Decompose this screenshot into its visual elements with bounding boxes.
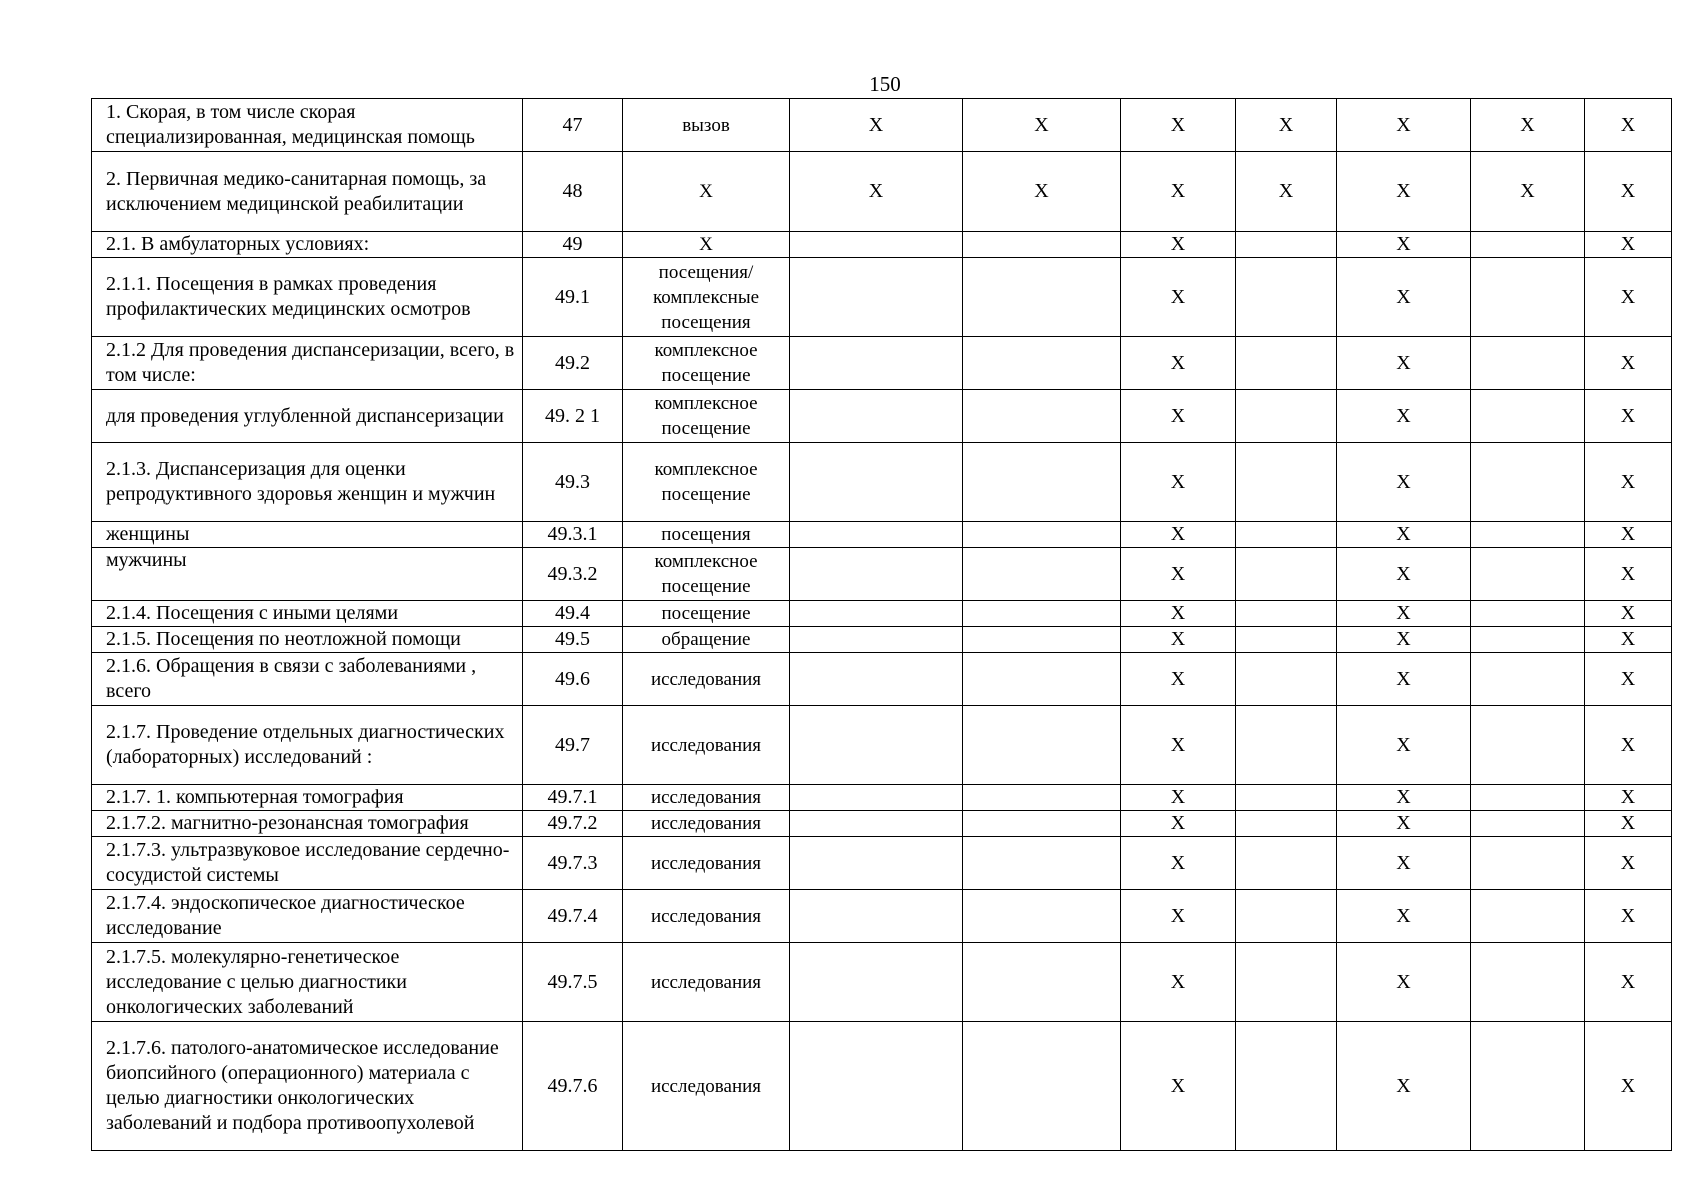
- col-4-cell: [790, 337, 963, 390]
- col-9-cell: [1471, 443, 1585, 522]
- col-10-cell: X: [1585, 258, 1672, 337]
- col-9-cell: X: [1471, 152, 1585, 232]
- col-6-cell: X: [1121, 152, 1236, 232]
- row-code-cell: 49.7.5: [523, 943, 623, 1022]
- table-body: [92, 99, 1672, 1151]
- col-8-cell: X: [1337, 943, 1471, 1022]
- col-4-cell: [790, 1022, 963, 1151]
- table-row: [92, 653, 1672, 706]
- row-name-cell: 2.1.6. Обращения в связи с заболеваниями , всего: [92, 653, 523, 706]
- col-10-cell: X: [1585, 337, 1672, 390]
- table-row: [92, 337, 1672, 390]
- col-7-cell: [1236, 1022, 1337, 1151]
- col-9-cell: [1471, 601, 1585, 627]
- table-row: [92, 943, 1672, 1022]
- row-code-cell: 49. 2 1: [523, 390, 623, 443]
- col-10-cell: X: [1585, 152, 1672, 232]
- table-row: [92, 522, 1672, 548]
- table-row: [92, 785, 1672, 811]
- col-8-cell: X: [1337, 837, 1471, 890]
- col-10-cell: X: [1585, 837, 1672, 890]
- col-5-cell: [963, 337, 1121, 390]
- unit-cell: исследования: [623, 890, 790, 943]
- unit-cell: комплексное посещение: [623, 337, 790, 390]
- col-4-cell: [790, 232, 963, 258]
- col-6-cell: X: [1121, 890, 1236, 943]
- row-code-cell: 49.3.2: [523, 548, 623, 601]
- row-name-cell: 2.1.7.3. ультразвуковое исследование сердечно-сосудистой системы: [92, 837, 523, 890]
- col-10-cell: X: [1585, 706, 1672, 785]
- col-7-cell: [1236, 548, 1337, 601]
- col-4-cell: [790, 890, 963, 943]
- col-5-cell: [963, 443, 1121, 522]
- row-name-cell: 2.1.7.5. молекулярно-генетическое исследование с целью диагностики онкологических заболеваний: [92, 943, 523, 1022]
- row-code-cell: 49.4: [523, 601, 623, 627]
- col-6-cell: X: [1121, 258, 1236, 337]
- col-10-cell: X: [1585, 627, 1672, 653]
- col-9-cell: [1471, 390, 1585, 443]
- col-10-cell: X: [1585, 548, 1672, 601]
- table-row: [92, 232, 1672, 258]
- table-row: [92, 706, 1672, 785]
- col-8-cell: X: [1337, 390, 1471, 443]
- col-9-cell: [1471, 522, 1585, 548]
- row-name-cell: мужчины: [92, 548, 523, 601]
- row-code-cell: 49.2: [523, 337, 623, 390]
- col-4-cell: X: [790, 152, 963, 232]
- table-row: [92, 890, 1672, 943]
- col-8-cell: X: [1337, 548, 1471, 601]
- row-name-cell: 2.1.5. Посещения по неотложной помощи: [92, 627, 523, 653]
- row-name-cell: 2.1.7.2. магнитно-резонансная томография: [92, 811, 523, 837]
- row-name-cell: 2. Первичная медико-санитарная помощь, за исключением медицинской реабилитации: [92, 152, 523, 232]
- row-name-cell: 2.1.7. Проведение отдельных диагностических (лабораторных) исследований :: [92, 706, 523, 785]
- col-6-cell: X: [1121, 706, 1236, 785]
- unit-cell: комплексное посещение: [623, 390, 790, 443]
- row-code-cell: 49.7.3: [523, 837, 623, 890]
- col-7-cell: X: [1236, 99, 1337, 152]
- col-8-cell: X: [1337, 99, 1471, 152]
- col-9-cell: [1471, 811, 1585, 837]
- row-code-cell: 49: [523, 232, 623, 258]
- col-10-cell: X: [1585, 443, 1672, 522]
- unit-cell: посещения: [623, 522, 790, 548]
- col-7-cell: [1236, 943, 1337, 1022]
- col-4-cell: [790, 811, 963, 837]
- row-code-cell: 49.5: [523, 627, 623, 653]
- row-code-cell: 48: [523, 152, 623, 232]
- table-row: [92, 258, 1672, 337]
- col-6-cell: X: [1121, 443, 1236, 522]
- col-4-cell: [790, 522, 963, 548]
- col-6-cell: X: [1121, 785, 1236, 811]
- col-9-cell: X: [1471, 99, 1585, 152]
- col-5-cell: [963, 811, 1121, 837]
- col-7-cell: [1236, 337, 1337, 390]
- col-6-cell: X: [1121, 627, 1236, 653]
- col-4-cell: [790, 390, 963, 443]
- unit-cell: X: [623, 232, 790, 258]
- col-10-cell: X: [1585, 943, 1672, 1022]
- col-5-cell: [963, 706, 1121, 785]
- unit-cell: обращение: [623, 627, 790, 653]
- col-8-cell: X: [1337, 232, 1471, 258]
- col-7-cell: [1236, 811, 1337, 837]
- table-row: [92, 99, 1672, 152]
- unit-cell: вызов: [623, 99, 790, 152]
- unit-cell: посещения/ комплексные посещения: [623, 258, 790, 337]
- col-5-cell: [963, 943, 1121, 1022]
- col-9-cell: [1471, 943, 1585, 1022]
- table-row: [92, 152, 1672, 232]
- col-8-cell: X: [1337, 653, 1471, 706]
- row-name-cell: 2.1.7. 1. компьютерная томография: [92, 785, 523, 811]
- col-5-cell: [963, 653, 1121, 706]
- row-code-cell: 49.6: [523, 653, 623, 706]
- col-4-cell: [790, 258, 963, 337]
- row-code-cell: 49.7: [523, 706, 623, 785]
- col-6-cell: X: [1121, 1022, 1236, 1151]
- row-code-cell: 49.7.2: [523, 811, 623, 837]
- col-6-cell: X: [1121, 653, 1236, 706]
- col-9-cell: [1471, 890, 1585, 943]
- col-8-cell: X: [1337, 627, 1471, 653]
- row-name-cell: 2.1.7.4. эндоскопическое диагностическое исследование: [92, 890, 523, 943]
- col-6-cell: X: [1121, 522, 1236, 548]
- table-row: [92, 1022, 1672, 1151]
- col-5-cell: [963, 258, 1121, 337]
- col-7-cell: [1236, 258, 1337, 337]
- col-7-cell: [1236, 601, 1337, 627]
- col-4-cell: [790, 548, 963, 601]
- col-9-cell: [1471, 785, 1585, 811]
- row-code-cell: 49.3.1: [523, 522, 623, 548]
- col-4-cell: [790, 837, 963, 890]
- col-10-cell: X: [1585, 653, 1672, 706]
- unit-cell: комплексное посещение: [623, 548, 790, 601]
- col-5-cell: [963, 1022, 1121, 1151]
- col-6-cell: X: [1121, 390, 1236, 443]
- col-7-cell: [1236, 390, 1337, 443]
- row-code-cell: 49.7.6: [523, 1022, 623, 1151]
- table-row: [92, 390, 1672, 443]
- col-6-cell: X: [1121, 548, 1236, 601]
- col-6-cell: X: [1121, 601, 1236, 627]
- table-row: [92, 443, 1672, 522]
- unit-cell: исследования: [623, 706, 790, 785]
- col-8-cell: X: [1337, 258, 1471, 337]
- col-4-cell: [790, 443, 963, 522]
- unit-cell: посещение: [623, 601, 790, 627]
- row-code-cell: 49.1: [523, 258, 623, 337]
- col-5-cell: [963, 232, 1121, 258]
- col-10-cell: X: [1585, 390, 1672, 443]
- col-4-cell: [790, 653, 963, 706]
- unit-cell: исследования: [623, 653, 790, 706]
- row-name-cell: 2.1.1. Посещения в рамках проведения профилактических медицинских осмотров: [92, 258, 523, 337]
- table-row: [92, 627, 1672, 653]
- col-9-cell: [1471, 548, 1585, 601]
- col-6-cell: X: [1121, 811, 1236, 837]
- col-5-cell: [963, 627, 1121, 653]
- unit-cell: исследования: [623, 943, 790, 1022]
- col-7-cell: [1236, 627, 1337, 653]
- row-name-cell: женщины: [92, 522, 523, 548]
- col-8-cell: X: [1337, 890, 1471, 943]
- col-10-cell: X: [1585, 811, 1672, 837]
- col-5-cell: X: [963, 99, 1121, 152]
- col-7-cell: [1236, 785, 1337, 811]
- unit-cell: исследования: [623, 785, 790, 811]
- col-4-cell: [790, 627, 963, 653]
- col-4-cell: [790, 706, 963, 785]
- col-9-cell: [1471, 627, 1585, 653]
- col-4-cell: [790, 601, 963, 627]
- col-6-cell: X: [1121, 943, 1236, 1022]
- col-8-cell: X: [1337, 443, 1471, 522]
- row-name-cell: 2.1. В амбулаторных условиях:: [92, 232, 523, 258]
- col-5-cell: [963, 522, 1121, 548]
- col-8-cell: X: [1337, 1022, 1471, 1151]
- unit-cell: исследования: [623, 837, 790, 890]
- row-code-cell: 47: [523, 99, 623, 152]
- col-9-cell: [1471, 837, 1585, 890]
- table-row: [92, 601, 1672, 627]
- col-10-cell: X: [1585, 522, 1672, 548]
- row-name-cell: 2.1.3. Диспансеризация для оценки репродуктивного здоровья женщин и мужчин: [92, 443, 523, 522]
- unit-cell: исследования: [623, 1022, 790, 1151]
- col-9-cell: [1471, 653, 1585, 706]
- col-7-cell: X: [1236, 152, 1337, 232]
- col-8-cell: X: [1337, 785, 1471, 811]
- col-6-cell: X: [1121, 99, 1236, 152]
- col-9-cell: [1471, 1022, 1585, 1151]
- col-10-cell: X: [1585, 890, 1672, 943]
- col-10-cell: X: [1585, 785, 1672, 811]
- col-5-cell: X: [963, 152, 1121, 232]
- row-name-cell: 2.1.7.6. патолого-анатомическое исследование биопсийного (операционного) материала с целью диагностики онкологических заболеваний и подбора противоопухолевой: [92, 1022, 523, 1151]
- col-9-cell: [1471, 706, 1585, 785]
- col-10-cell: X: [1585, 1022, 1672, 1151]
- table-row: [92, 548, 1672, 601]
- col-5-cell: [963, 890, 1121, 943]
- col-8-cell: X: [1337, 522, 1471, 548]
- col-6-cell: X: [1121, 837, 1236, 890]
- col-6-cell: X: [1121, 337, 1236, 390]
- col-10-cell: X: [1585, 601, 1672, 627]
- col-7-cell: [1236, 890, 1337, 943]
- row-code-cell: 49.7.4: [523, 890, 623, 943]
- col-10-cell: X: [1585, 99, 1672, 152]
- col-8-cell: X: [1337, 601, 1471, 627]
- data-table: [91, 98, 1672, 1151]
- unit-cell: X: [623, 152, 790, 232]
- col-4-cell: [790, 943, 963, 1022]
- unit-cell: комплексное посещение: [623, 443, 790, 522]
- col-10-cell: X: [1585, 232, 1672, 258]
- col-8-cell: X: [1337, 337, 1471, 390]
- col-5-cell: [963, 390, 1121, 443]
- col-5-cell: [963, 548, 1121, 601]
- col-8-cell: X: [1337, 706, 1471, 785]
- col-9-cell: [1471, 337, 1585, 390]
- row-name-cell: для проведения углубленной диспансеризации: [92, 390, 523, 443]
- col-9-cell: [1471, 232, 1585, 258]
- col-7-cell: [1236, 706, 1337, 785]
- col-7-cell: [1236, 443, 1337, 522]
- col-6-cell: X: [1121, 232, 1236, 258]
- table-row: [92, 811, 1672, 837]
- col-7-cell: [1236, 232, 1337, 258]
- table-row: [92, 837, 1672, 890]
- row-code-cell: 49.7.1: [523, 785, 623, 811]
- col-7-cell: [1236, 837, 1337, 890]
- col-7-cell: [1236, 522, 1337, 548]
- col-5-cell: [963, 785, 1121, 811]
- row-name-cell: 1. Скорая, в том числе скорая специализированная, медицинская помощь: [92, 99, 523, 152]
- unit-cell: исследования: [623, 811, 790, 837]
- col-8-cell: X: [1337, 811, 1471, 837]
- col-5-cell: [963, 601, 1121, 627]
- col-4-cell: X: [790, 99, 963, 152]
- col-8-cell: X: [1337, 152, 1471, 232]
- col-5-cell: [963, 837, 1121, 890]
- row-name-cell: 2.1.2 Для проведения диспансеризации, всего, в том числе:: [92, 337, 523, 390]
- col-7-cell: [1236, 653, 1337, 706]
- page-number: 150: [869, 72, 901, 96]
- row-code-cell: 49.3: [523, 443, 623, 522]
- col-9-cell: [1471, 258, 1585, 337]
- col-4-cell: [790, 785, 963, 811]
- row-name-cell: 2.1.4. Посещения с иными целями: [92, 601, 523, 627]
